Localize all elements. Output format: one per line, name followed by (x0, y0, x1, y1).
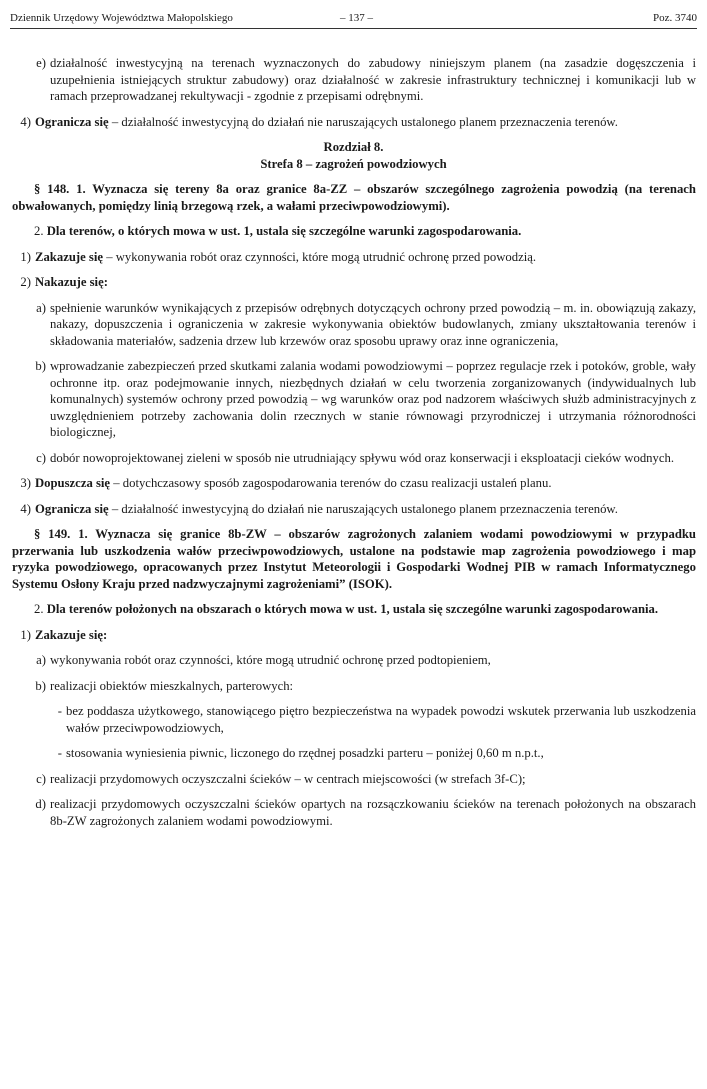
document-body (0, 55, 707, 838)
list-item-dash (0, 703, 696, 736)
page-number: – 137 – (340, 12, 373, 24)
item-text: realizacji obiektów mieszkalnych, parterowych: (50, 678, 294, 693)
item-text: – działalność inwestycyjną do działań nie naruszających ustalonego planem przeznaczenia terenów. (108, 114, 618, 129)
item-lead: Nakazuje się: (35, 275, 108, 289)
list-item-d (0, 796, 696, 829)
item-marker: 4) (20, 501, 31, 516)
list-item-2 (0, 274, 696, 291)
section-148-paragraph-1 (12, 181, 696, 214)
chapter-subtitle: Strefa 8 – zagrożeń powodziowych (260, 156, 447, 171)
item-marker: b) (35, 678, 46, 693)
item-text: wprowadzanie zabezpieczeń przed skutkami zalania wodami powodziowymi – poprzez regulacje rzek i potoków, groble, wały ochronne itp. oraz podejmowanie innych, niezbędnych działań w celu tworzenia zorganizowanych (indywidualnych lub komunalnych) systemów ochrony przed powodzią – wg warunków oraz pod nadzorem właściwych służb administracyjnych z uwzględnieniem potrzeby zachowania dolin rzecznych w stanie równowagi przyrodniczej i utrzymania różnorodności biologicznej, (50, 359, 696, 439)
item-lead: Ogranicza się (35, 501, 109, 516)
section-148-paragraph-2 (12, 223, 696, 240)
item-lead: Ogranicza się (35, 114, 109, 129)
list-item-b (0, 358, 696, 441)
item-lead: Zakazuje się (35, 249, 104, 264)
list-item-e (0, 55, 696, 105)
section-149-paragraph-2 (12, 601, 696, 618)
paragraph-number: 2. (34, 602, 44, 616)
item-marker: 1) (20, 249, 31, 264)
item-text: – dotychczasowy sposób zagospodarowania terenów do czasu realizacji ustaleń planu. (110, 476, 552, 490)
list-item-4 (0, 501, 696, 518)
paragraph-number: 2. (34, 224, 44, 238)
item-text: wykonywania robót oraz czynności, które mogą utrudnić ochronę przed podtopieniem, (50, 653, 491, 667)
list-item-1 (0, 627, 696, 644)
list-item-a (0, 652, 696, 669)
item-marker: - (57, 746, 62, 760)
item-text: realizacji przydomowych oczyszczalni ścieków – w centrach miejscowości (w strefach 3f-C); (50, 771, 526, 786)
list-item-c (0, 450, 696, 467)
item-marker: 2) (20, 275, 31, 289)
item-text: – działalność inwestycyjną do działań nie naruszających ustalonego planem przeznaczenia terenów. (108, 501, 618, 516)
chapter-heading (0, 139, 707, 172)
item-marker: a) (36, 653, 46, 667)
list-item-1 (0, 249, 696, 266)
item-marker: a) (36, 300, 46, 315)
list-item-4 (0, 114, 696, 131)
item-marker: e) (36, 56, 46, 70)
list-item-c (0, 771, 696, 788)
journal-title: Dziennik Urzędowy Województwa Małopolskiego (10, 12, 233, 24)
item-lead: Zakazuje się: (35, 627, 108, 642)
paragraph-text: Dla terenów, o których mowa w ust. 1, ustala się szczególne warunki zagospodarowania. (46, 224, 522, 238)
list-item-a (0, 300, 696, 350)
item-text: spełnienie warunków wynikających z przepisów odrębnych dotyczących ochrony przed powodzią – m. in. obowiązują zakazy, nakazy, dopuszczenia i ograniczenia w zakresie wykonywania obiektów budowlanych, zmiany ukształtowania terenów i składowania materiałów, sadzenia drzew lub krzewów oraz sposobu uprawy oraz inne ograniczenia, (50, 300, 696, 348)
item-marker: d) (35, 797, 46, 811)
list-item-b (0, 678, 696, 695)
item-text: stosowania wyniesienia piwnic, liczonego do rzędnej posadzki parteru – poniżej 0,60 m n.p.t., (66, 746, 544, 760)
item-marker: 4) (20, 114, 31, 129)
item-text: realizacji przydomowych oczyszczalni ścieków opartych na rozsączkowaniu ścieków na terenach położonych na obszarach 8b-ZW zagrożonych zalaniem wodami powodziowymi. (50, 797, 696, 828)
paragraph-text: Dla terenów położonych na obszarach o których mowa w ust. 1, ustala się szczególne warunki zagospodarowania. (46, 602, 659, 616)
chapter-title: Rozdział 8. (323, 140, 384, 154)
item-text: działalność inwestycyjną na terenach wyznaczonych do zabudowy niniejszym planem (na zasadzie dogęszczenia i uzupełnienia istniejących struktur zabudowy) oraz działalność w zakresie infrastruktury technicznej i komunikacji lub w ramach przeprowadzanej rekultywacji - zgodnie z przepisami odrębnymi. (50, 56, 696, 103)
item-marker: b) (35, 359, 46, 373)
item-marker: 3) (20, 476, 31, 490)
item-marker: c) (36, 771, 46, 786)
item-text: bez poddasza użytkowego, stanowiącego piętro bezpieczeństwa na wypadek powodzi wskutek przerwania lub uszkodzenia wałów przeciwpowodziowych, (66, 704, 696, 735)
item-marker: - (57, 704, 62, 718)
item-text: – wykonywania robót oraz czynności, które mogą utrudnić ochronę przed powodzią. (103, 249, 537, 264)
item-marker: c) (36, 450, 46, 465)
paragraph-text: § 149. 1. Wyznacza się granice 8b-ZW – obszarów zagrożonych zalaniem wodami powodziowymi w przypadku przerwania lub uszkodzenia wałów przeciwpowodziowych, ustalone na podstawie map zagrożenia powodziowego i map ryzyka powodziowego, opracowanych przez Instytut Meteorologii i Gospodarki Wodnej PIB w ramach Informatycznego Systemu Osłony Kraju przed nadzwyczajnymi zagrożeniami” (ISOK). (12, 527, 696, 591)
section-149-paragraph-1 (12, 526, 696, 592)
item-text: dobór nowoprojektowanej zieleni w sposób nie utrudniający spływu wód oraz konserwacji i eksploatacji cieków wodnych. (50, 450, 674, 465)
page-header (10, 12, 697, 29)
list-item-3 (0, 475, 696, 492)
item-lead: Dopuszcza się (35, 476, 111, 490)
item-marker: 1) (20, 627, 31, 642)
position-number: Poz. 3740 (653, 12, 697, 24)
list-item-dash (0, 745, 696, 762)
paragraph-text: § 148. 1. Wyznacza się tereny 8a oraz granice 8a-ZZ – obszarów szczególnego zagrożenia powodzią (na terenach obwałowanych, pomiędzy linią brzegową rzek, a wałami przeciwpowodziowymi). (12, 182, 696, 213)
